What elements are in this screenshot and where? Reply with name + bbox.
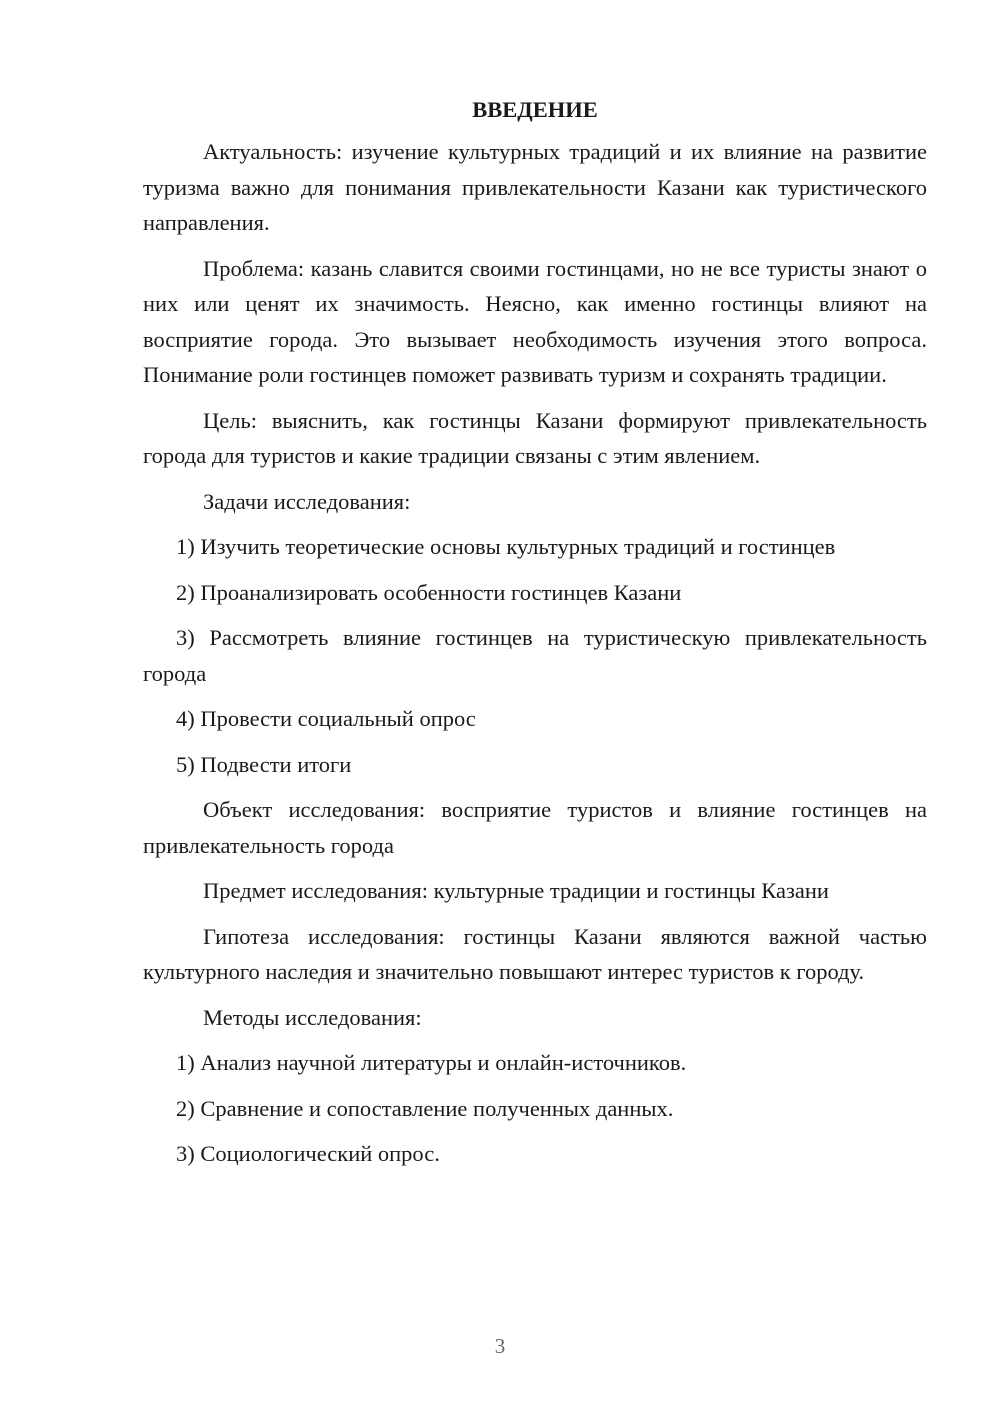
task-item: 4) Провести социальный опрос	[176, 706, 476, 731]
method-item: 2) Сравнение и сопоставление полученных данных.	[176, 1095, 674, 1121]
document-page	[143, 96, 927, 1182]
hypothesis-paragraph: Гипотеза исследования: гостинцы Казани являются важной частью культурного наследия и значительно повышают интерес туристов к городу.	[143, 923, 927, 984]
methods-heading: Методы исследования:	[203, 1004, 422, 1030]
problem-paragraph: Проблема: казань славится своими гостинцами, но не все туристы знают о них или ценят их значимость. Неясно, как именно гостинцы влияют на восприятие города. Это вызывает необходимость изучения этого вопроса. Понимание роли гостинцев поможет развивать туризм и сохранять традиции.	[143, 255, 927, 387]
task-item: 5) Подвести итоги	[176, 751, 352, 777]
object-paragraph: Объект исследования: восприятие туристов и влияние гостинцев на привлекательность города	[143, 797, 927, 858]
task-item: 2) Проанализировать особенности гостинцев Казани	[176, 579, 682, 605]
page-title: ВВЕДЕНИЕ	[472, 97, 598, 122]
method-item: 1) Анализ научной литературы и онлайн-источников.	[176, 1050, 687, 1075]
goal-paragraph: Цель: выяснить, как гостинцы Казани формируют привлекательность города для туристов и какие традиции связаны с этим явлением.	[143, 407, 927, 468]
tasks-heading: Задачи исследования:	[203, 488, 411, 514]
task-item: 3) Рассмотреть влияние гостинцев на туристическую привлекательность города	[143, 625, 927, 686]
task-item: 1) Изучить теоретические основы культурных традиций и гостинцев	[176, 534, 836, 559]
relevance-paragraph: Актуальность: изучение культурных традиций и их влияние на развитие туризма важно для понимания привлекательности Казани как туристического направления.	[143, 139, 927, 235]
subject-paragraph: Предмет исследования: культурные традиции и гостинцы Казани	[203, 878, 829, 903]
page-number: 3	[494, 1334, 506, 1358]
method-item: 3) Социологический опрос.	[176, 1141, 440, 1166]
